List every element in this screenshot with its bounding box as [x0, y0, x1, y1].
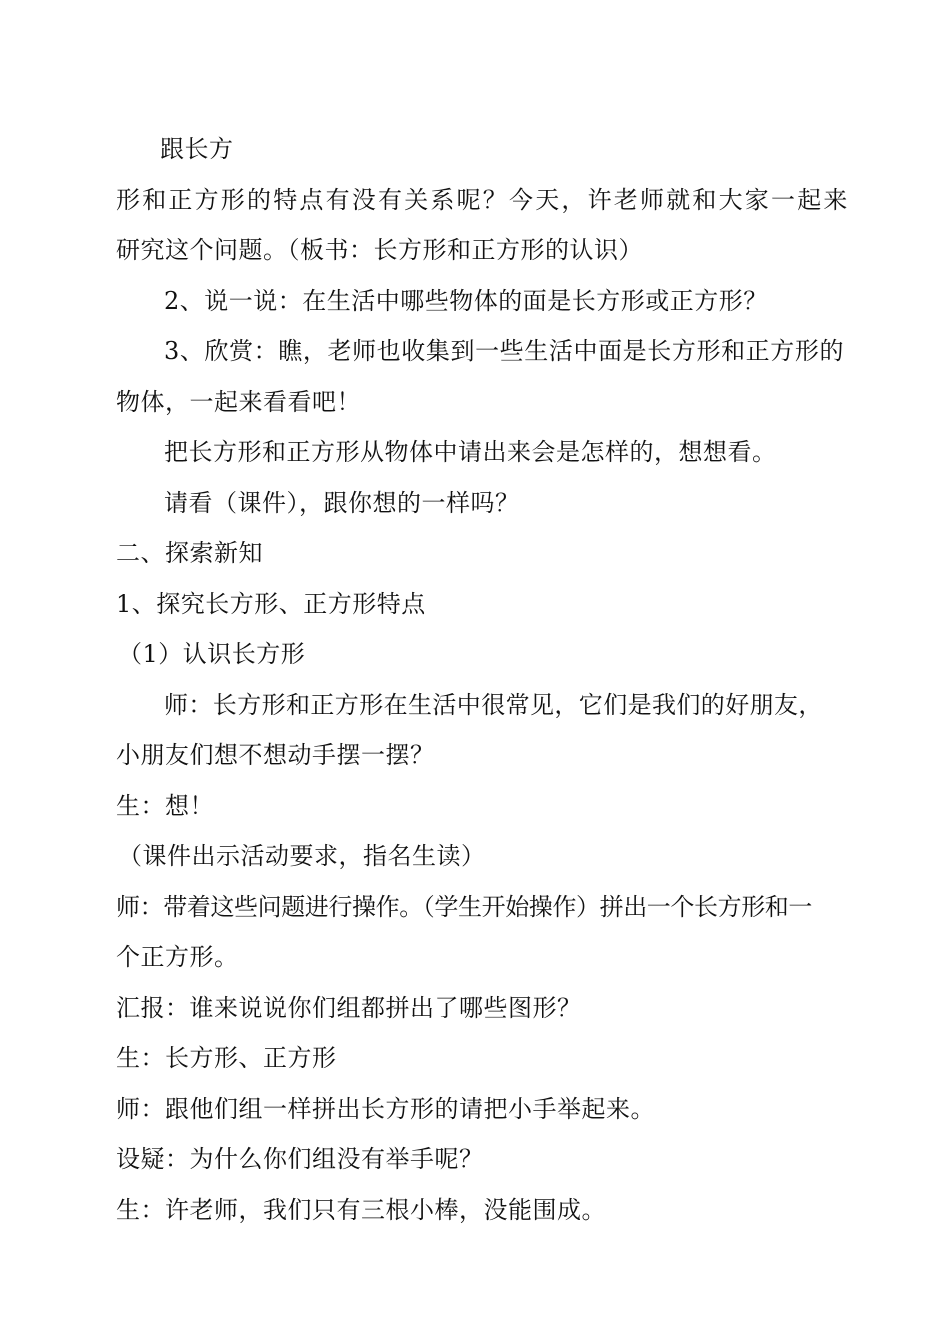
paragraph-line: 师：长方形和正方形在生活中很常见，它们是我们的好朋友， [164, 690, 823, 719]
paragraph-line: 跟长方 [160, 135, 234, 163]
paragraph-line: 个正方形。 [116, 943, 239, 971]
subsection-heading: （1）认识长方形 [118, 640, 306, 668]
paragraph-line: 师：跟他们组一样拼出长方形的请把小手举起来。 [116, 1094, 655, 1123]
paragraph-line: 物体，一起来看看吧！ [116, 387, 361, 416]
paragraph-line: 形和正方形的特点有没有关系呢？今天，许老师就和大家一起来 [116, 185, 850, 214]
paragraph-line: 2、说一说：在生活中哪些物体的面是长方形或正方形？ [164, 286, 768, 315]
paragraph-line: 设疑：为什么你们组没有举手呢？ [116, 1145, 484, 1173]
paragraph-line: 生：长方形、正方形 [116, 1044, 337, 1072]
paragraph-line: 请看（课件），跟你想的一样吗？ [164, 488, 520, 517]
paragraph-line: 研究这个问题。（板书：长方形和正方形的认识） [116, 236, 643, 264]
paragraph-line: 生：许老师，我们只有三根小棒，没能围成。 [116, 1195, 606, 1224]
paragraph-line: 汇报：谁来说说你们组都拼出了哪些图形？ [116, 993, 582, 1022]
paragraph-line: 把长方形和正方形从物体中请出来会是怎样的，想想看。 [164, 438, 777, 466]
section-heading: 二、探索新知 [116, 539, 263, 567]
subsection-heading: 1、探究长方形、正方形特点 [116, 589, 426, 618]
paragraph-line: 生：想！ [116, 791, 214, 820]
paragraph-line: （课件出示活动要求，指名生读） [118, 842, 486, 870]
document-body [0, 124, 950, 1235]
paragraph-line: 3、欣赏：瞧，老师也收集到一些生活中面是长方形和正方形的 [164, 337, 845, 365]
paragraph-line: 师：带着这些问题进行操作。（学生开始操作）拼出一个长方形和一 [116, 892, 812, 921]
paragraph-line: 小朋友们想不想动手摆一摆？ [116, 741, 435, 769]
